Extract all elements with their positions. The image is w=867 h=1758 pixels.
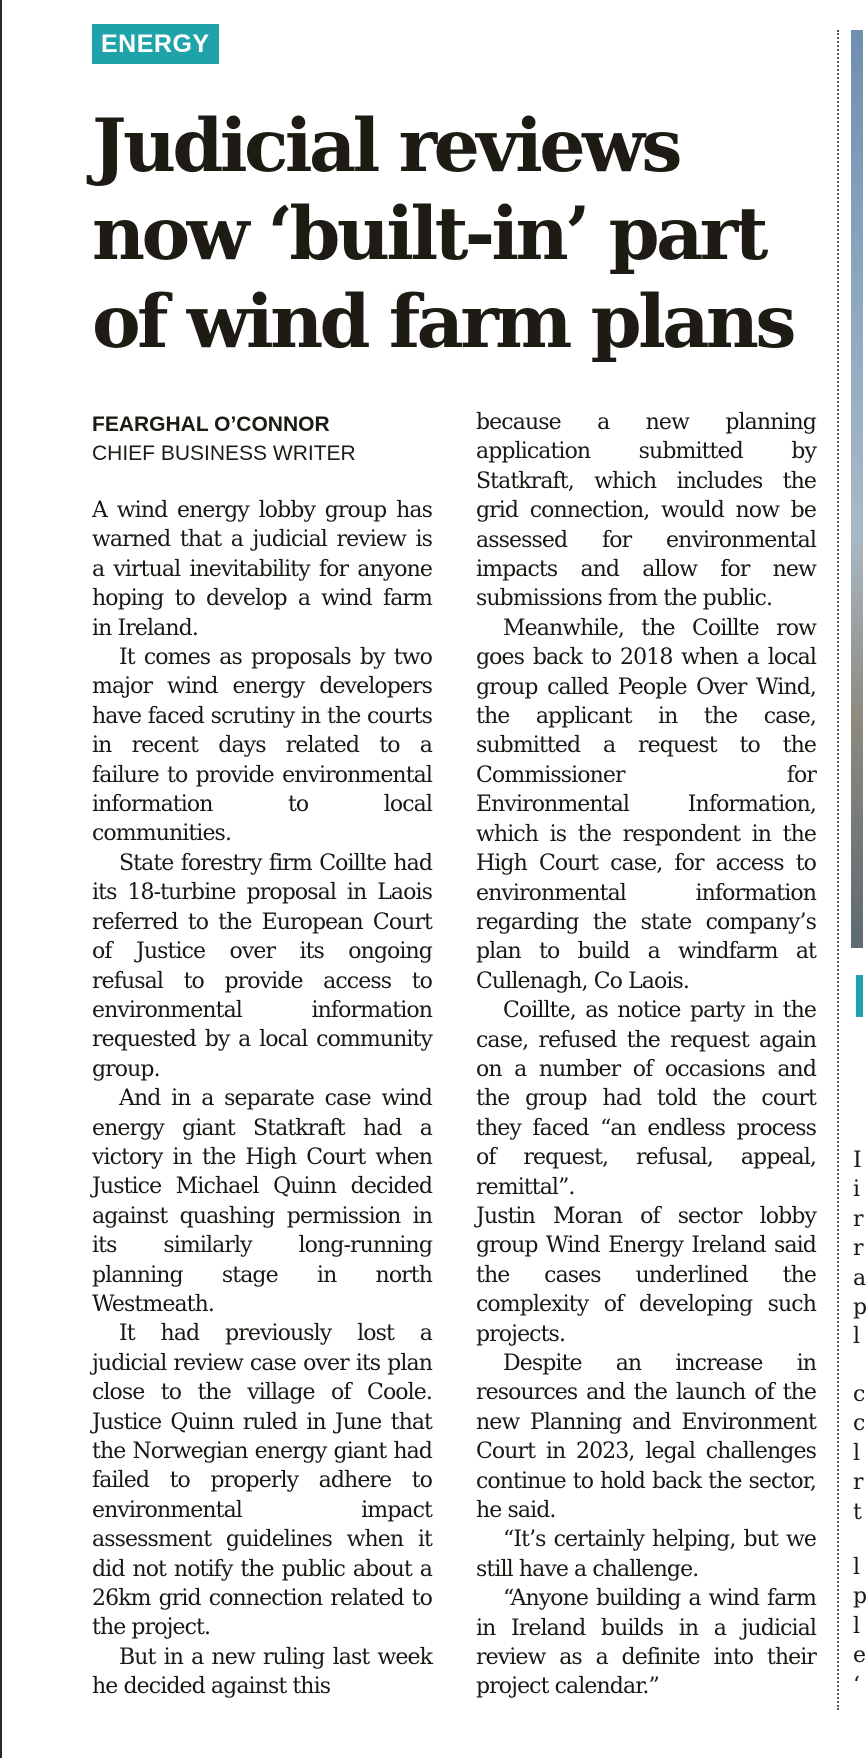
adjacent-text-fragment: p	[853, 1294, 867, 1320]
byline-role: CHIEF BUSINESS WRITER	[92, 442, 356, 465]
adjacent-text-fragment: p	[853, 1584, 867, 1610]
adjacent-text-fragment: l	[853, 1555, 861, 1580]
adjacent-text-fragment: ‘	[853, 1672, 860, 1698]
headline-line: Judicial reviews	[92, 103, 679, 189]
adjacent-text-fragment: l	[853, 1324, 861, 1350]
adjacent-section-tag-edge	[856, 975, 863, 1017]
adjacent-article-text	[853, 1146, 867, 1352]
article-paragraph: Despite an increase in resources and the launch of the new Planning and Environment Court in 2023, legal challenges continue to hold back the sector, he said.	[476, 1351, 816, 1524]
adjacent-text-fragment: l	[853, 1440, 861, 1466]
article-paragraph: It comes as proposals by two major wind energy developers have faced scrutiny in the courts in recent days related to a failure to provide environmental information to local communities.	[92, 645, 432, 847]
adjacent-text-fragment: t	[853, 1499, 862, 1525]
adjacent-photo-edge	[851, 30, 863, 948]
adjacent-text-fragment: I	[853, 1148, 862, 1173]
headline	[92, 102, 832, 366]
article-paragraph: Justin Moran of sector lobby group Wind Energy Ireland said the cases underlined the complexity of developing such projects.	[476, 1203, 816, 1347]
article-paragraph: And in a separate case wind energy giant Statkraft had a victory in the High Court when Justice Michael Quinn decided against quashing permission in its similarly long-running planning stage in north Westmeath.	[92, 1086, 432, 1317]
adjacent-text-fragment: r	[853, 1206, 864, 1232]
adjacent-text-fragment: c	[853, 1411, 866, 1437]
article-paragraph: Coillte, as notice party in the case, refused the request again on a number of occasions and the group had told the court they faced “an endless process of request, refusal, appeal, remittal”.	[476, 998, 816, 1200]
article-column-1	[92, 496, 432, 1702]
article-paragraph: It had previously lost a judicial review case over its plan close to the village of Coole. Justice Quinn ruled in June that the Norwegian energy giant had failed to properly adhere to environmental impact assessment guidelines when it did not notify the public about a 26km grid connection related to the project.	[92, 1321, 432, 1641]
adjacent-text-fragment: i	[853, 1177, 861, 1203]
adjacent-article-text	[853, 1553, 867, 1700]
article-paragraph: “Anyone building a wind farm in Ireland builds in a judicial review as a definite into their project calendar.”	[476, 1586, 816, 1700]
byline-author: FEARGHAL O’CONNOR	[92, 413, 330, 436]
adjacent-article-text	[853, 1380, 866, 1527]
article-paragraph: A wind energy lobby group has warned that a judicial review is a virtual inevitability for anyone hoping to develop a wind farm in Ireland.	[92, 498, 432, 641]
article-paragraph: Meanwhile, the Coillte row goes back to 2018 when a local group called People Over Wind, the applicant in the case, submitted a request to the Commissioner for Environmental Information, which is the respondent in the High Court case, for access to environmental information regarding the state company’s plan to build a windfarm at Cullenagh, Co Laois.	[476, 615, 816, 994]
headline-line: of wind farm plans	[92, 279, 793, 365]
adjacent-text-fragment: a	[853, 1265, 867, 1291]
adjacent-text-fragment: c	[853, 1382, 866, 1407]
section-tag: ENERGY	[92, 24, 219, 64]
article-column-2	[476, 408, 816, 1702]
left-page-rule	[0, 0, 2, 1758]
adjacent-text-fragment: r	[853, 1470, 864, 1496]
article-paragraph: State forestry firm Coillte had its 18-turbine proposal in Laois referred to the European Court of Justice over its ongoing refusal to provide access to environmental information requested by a local community group.	[92, 850, 432, 1082]
adjacent-text-fragment: l	[853, 1613, 861, 1639]
article-paragraph: “It’s certainly helping, but we still have a challenge.	[476, 1527, 816, 1582]
article-paragraph: But in a new ruling last week he decided against this	[92, 1644, 432, 1700]
adjacent-text-fragment: e	[853, 1643, 867, 1669]
article-paragraph: because a new planning application submitted by Statkraft, which includes the grid connection, would now be assessed for environmental impacts and allow for new submissions from the public.	[476, 410, 816, 612]
headline-line: now ‘built-in’ part	[92, 191, 765, 277]
byline	[92, 410, 356, 468]
adjacent-text-fragment: r	[853, 1236, 864, 1262]
column-divider	[837, 30, 839, 1710]
